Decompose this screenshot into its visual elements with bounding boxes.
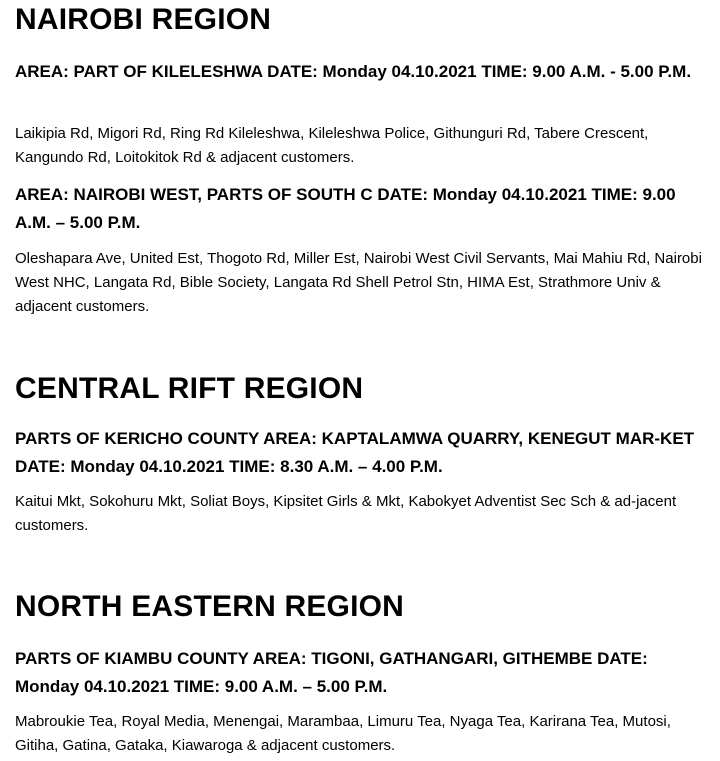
area-heading-kericho: PARTS OF KERICHO COUNTY AREA: KAPTALAMWA QUARRY, KENEGUT MAR-KET DATE: Monday 04.10.2021 TIME: 8.30 A.M. – 4.00 P.M. — [15, 429, 695, 476]
region-title-nairobi: NAIROBI REGION — [15, 3, 272, 36]
area-body-nairobi-west: Oleshapara Ave, United Est, Thogoto Rd, Miller Est, Nairobi West Civil Servants, Mai Mahiu Rd, Nairobi West NHC, Langata Rd, Bible Society, Langata Rd Shell Petrol Stn, HIMA Est, Strathmore Univ & adjacent customers. — [15, 250, 702, 315]
area-heading-nairobi-west: AREA: NAIROBI WEST, PARTS OF SOUTH C DATE: Monday 04.10.2021 TIME: 9.00 A.M. – 5.00 P.M. — [15, 185, 676, 232]
region-title-north-eastern: NORTH EASTERN REGION — [15, 590, 405, 623]
region-title-central-rift: CENTRAL RIFT REGION — [15, 372, 364, 405]
area-body-kileleshwa: Laikipia Rd, Migori Rd, Ring Rd Kileleshwa, Kileleshwa Police, Githunguri Rd, Tabere Crescent, Kangundo Rd, Loitokitok Rd & adjacent customers. — [15, 125, 649, 166]
area-heading-kileleshwa: AREA: PART OF KILELESHWA DATE: Monday 04.10.2021 TIME: 9.00 A.M. - 5.00 P.M. — [15, 62, 692, 81]
area-body-kericho: Kaitui Mkt, Sokohuru Mkt, Soliat Boys, Kipsitet Girls & Mkt, Kabokyet Adventist Sec Sch & ad-jacent customers. — [15, 493, 677, 534]
area-body-kiambu: Mabroukie Tea, Royal Media, Menengai, Marambaa, Limuru Tea, Nyaga Tea, Karirana Tea, Mutosi, Gitiha, Gatina, Gataka, Kiawaroga & adjacent customers. — [15, 713, 671, 754]
area-heading-kiambu: PARTS OF KIAMBU COUNTY AREA: TIGONI, GATHANGARI, GITHEMBE DATE: Monday 04.10.2021 TIME: 9.00 A.M. – 5.00 P.M. — [15, 649, 648, 696]
